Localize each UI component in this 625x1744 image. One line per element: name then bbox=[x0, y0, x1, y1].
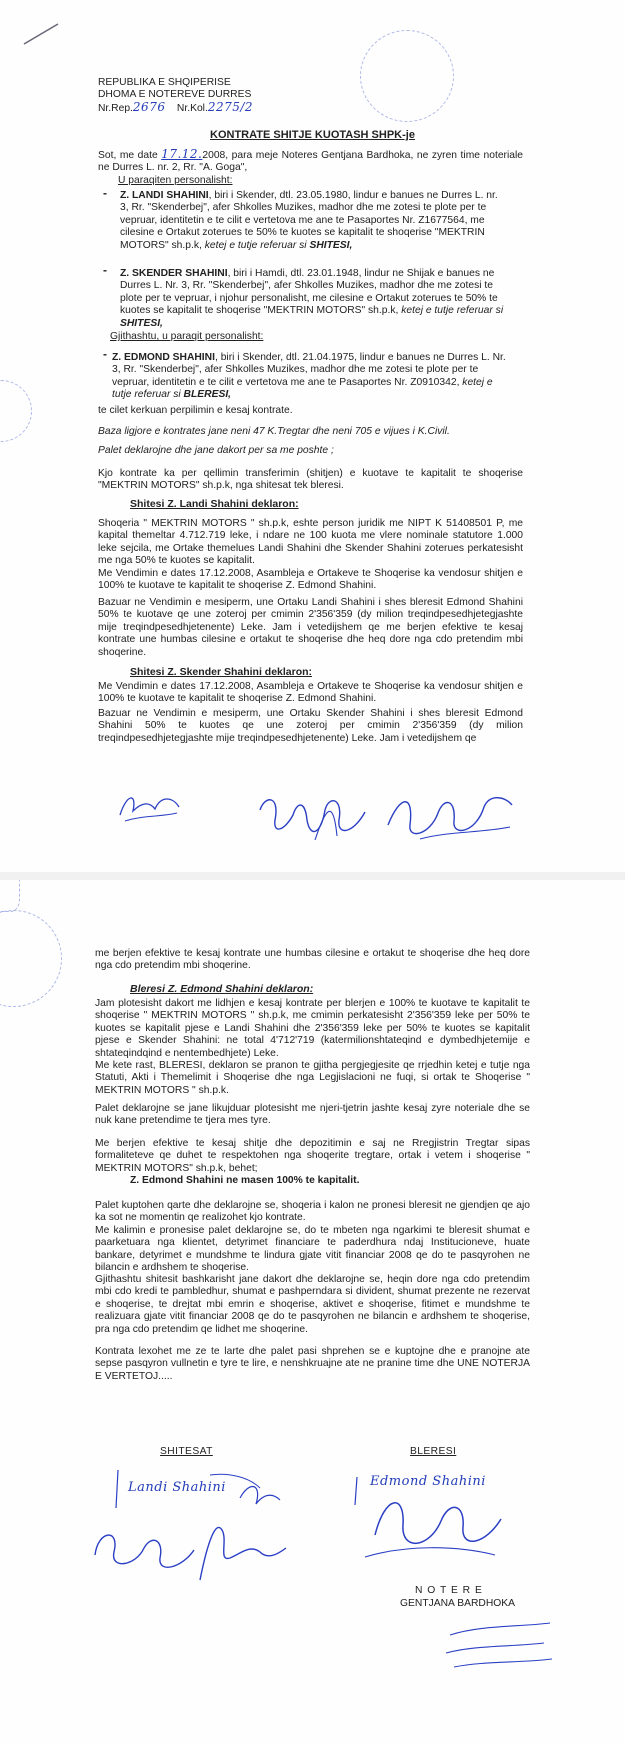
edmond-purchase-paragraph: Jam plotesisht dakort me lidhjen e kesaj kontrate per blerjen e 100% te kuotave te kapitalit te shoqerise " MEKTRIN MOTORS " sh.p.k, me cmimin perkatesisht 2'356'359 leke per 50% te kuotes se kapitalit pjese e Landi Shahini dhe 2'356'359 leke per 50% te kuotes se kapitalit pjese e Skender Shahini: ne total 4'712'719 (katermilionshtateqind e dymbedhjetemije e shtateqindqind e nentembedhjete) Leke. bbox=[95, 998, 530, 1059]
buyer-rights-paragraph: Me kete rast, BLERESI, deklaron se pranon te gjitha pergjegjesite qe rrjedhin ketej e tutje nga Statuti, Akti i Themelimit i Shoqerise dhe nga Legjislacioni ne fuqi, si ortak te Shoqerise " MEKTRIN MOTORS " sh.p.k. bbox=[95, 1060, 530, 1096]
initials-signature-1 bbox=[115, 785, 185, 830]
notary-seal-stamp-2 bbox=[0, 910, 62, 1007]
sole-owner-line: Z. Edmond Shahini ne masen 100% te kapitalit. bbox=[130, 1175, 360, 1186]
settlement-paragraph: Palet deklarojne se jane likujduar plotesisht me njeri-tjetrin jashte kesaj zyre noteriale dhe se nuk kane pretendime te tjera mes tyre. bbox=[95, 1103, 530, 1127]
edmond-handwritten-name: Edmond Shahini bbox=[370, 1474, 486, 1489]
rep-number: 2676 bbox=[132, 100, 166, 114]
skender-signature-p1 bbox=[255, 790, 375, 850]
also-intro: Gjithashtu, u paraqit personalisht: bbox=[110, 331, 264, 342]
party-landi: Z. LANDI SHAHINI, biri i Skender, dtl. 23.05.1980, lindur e banues ne Durres L. nr. 3, Rr. "Skenderbej", afer Shkolles Muzikes, madhor dhe me zotesi te plote per te vepruar, identitetin e te cilit e vertetova me ane te Pasaportes Nr. Z1677564, me cilesine e Ortakut zoterues te 50% te kuotes se kapitalit te shoqerise "MEKTRIN MOTORS" sh.p.k, ketej e tutje referuar si SHITESI, bbox=[120, 190, 498, 251]
document-header bbox=[98, 77, 348, 115]
notary-label: N O T E R E bbox=[415, 1585, 483, 1596]
contract-page-2 bbox=[0, 880, 625, 1744]
header-numbers: Nr.Rep.2676 Nr.Kol.2275/2 bbox=[98, 100, 254, 114]
skender-decision-paragraph: Me Vendimin e dates 17.12.2008, Asambleja e Ortakeve te Shoqerise ka vendosur shitjen e 100% te kuotave te kapitalit te shoqerise Z. Edmond Shahini. bbox=[98, 681, 523, 705]
section-title-skender: Shitesi Z. Skender Shahini deklaron: bbox=[130, 666, 313, 678]
request-paragraph: te cilet kerkuan perpilimin e kesaj kontrate. bbox=[98, 405, 293, 416]
parties-intro: U paraqiten personalisht: bbox=[118, 175, 233, 186]
kol-number: 2275/2 bbox=[207, 100, 254, 114]
register-paragraph: Me berjen efektive te kesaj shitje dhe depozitimin e saj ne Rregjistrin Tregtar sipas formaliteteve qe duhet te respektohen nga shoqerite tregtare, ortak i vetem i shoqerise " MEKTRIN MOTORS" sh.p.k, behet; bbox=[95, 1138, 530, 1174]
header-chamber: DHOMA E NOTEREVE DURRES bbox=[98, 89, 252, 100]
landi-decision-paragraph: Me Vendimin e dates 17.12.2008, Asambleja e Ortakeve te Shoqerise ka vendosur shitjen e 100% te kuotave te kapitalit te shoqerise Z. Edmond Shahini. bbox=[98, 568, 523, 592]
landi-handwritten-name: Landi Shahini bbox=[128, 1480, 226, 1495]
closing-paragraph: Kontrata lexohet me ze te larte dhe palet pasi shprehen se e kuptojne dhe e pranojne ate sepse pasqyron vullnetin e tyre te lire, e nenshkruajne ate ne pranine time dhe UNE NOTERJA E VERTETOJ..... bbox=[95, 1346, 530, 1382]
notary-signature bbox=[440, 1615, 560, 1675]
notary-seal-stamp bbox=[360, 30, 454, 122]
contract-date: 17.12. bbox=[161, 147, 203, 161]
bullet-dash: - bbox=[103, 263, 107, 277]
agreement-line: Palet deklarojne dhe jane dakort per sa me poshte ; bbox=[98, 445, 334, 456]
edge-stamp-2 bbox=[0, 880, 20, 912]
pen-mark-icon bbox=[22, 22, 62, 48]
bullet-dash: - bbox=[103, 347, 107, 361]
sellers-label: SHITESAT bbox=[160, 1446, 213, 1457]
liability-paragraph-2: Me kalimin e pronesise palet deklarojne se, do te mbeten nga ngarkimi te bleresit shumat e paarketuara nga klientet, detyrimet financiare te paderdhura ndaj Institucioneve, huate bankare, detyrimet e mundshme te lindura gjate vitit financiar 2008 qe do te pasqyrohen ne bilancin e ardhshem te shoqerise. bbox=[95, 1225, 530, 1274]
landi-company-paragraph: Shoqeria " MEKTRIN MOTORS " sh.p.k, eshte person juridik me NIPT K 51408501 P, me kapital themeltar 4.712.719 leke, i ndare ne 100 kuota me vlere nominale statutore 1.000 leke sejcila, me Ortake themelues Landi Shahini dhe Skender Shahini zoterues perkatesisht me nga 50% te kuotes se kapitalit. bbox=[98, 518, 523, 567]
section-title-landi: Shitesi Z. Landi Shahini deklaron: bbox=[130, 498, 299, 510]
header-republic: REPUBLIKA E SHQIPERISE bbox=[98, 77, 231, 88]
page-separator bbox=[0, 872, 625, 880]
section-title-edmond: Bleresi Z. Edmond Shahini deklaron: bbox=[130, 983, 314, 995]
skender-sale-paragraph: Bazuar ne Vendimin e mesiperm, une Ortaku Skender Shahini i shes bleresit Edmond Shahini 50% te kuotes qe une zoteroj per cmimin 2'356'359 (dy milion treqindpesedhjetegjashte mije treqindpesedhjetenente) Leke. Jam i vetedijshem qe bbox=[98, 708, 523, 744]
liability-paragraph-1: Palet kuptohen qarte dhe deklarojne se, shoqeria i kalon ne pronesi bleresit ne gjendjen qe ajo ka sot ne momentin qe realizohet kjo kontrate. bbox=[95, 1200, 530, 1224]
intro-paragraph: Sot, me date 17.12.2008, para meje Noteres Gentjana Bardhoka, ne zyren time noteriale ne Durres L. nr. 2, Rr. "A. Goga", bbox=[98, 147, 523, 174]
edmond-signature-p1 bbox=[380, 785, 520, 845]
notary-name: GENTJANA BARDHOKA bbox=[400, 1598, 516, 1609]
buyer-label: BLERESI bbox=[410, 1446, 457, 1457]
liability-paragraph-3: Gjithashtu shitesit bashkarisht jane dakort dhe deklarojne se, heqin dore nga cdo pretendim mbi cdo kredi te pambledhur, shumat e pashperndara si divident, shumat prezente ne rezervat e shoqerise, te drejtat mbi emrin e shoqerise, aktivet e shoqerise, fitimet e mundshme te realizuara gjate vitit financiar 2008 qe do te pasqyrohen ne bilancin e ardhshem te shoqerise, pra nga cdo pretendim qe lidhet me shoqerine. bbox=[95, 1274, 530, 1335]
party-skender: Z. SKENDER SHAHINI, biri i Hamdi, dtl. 23.01.1948, lindur ne Shijak e banues ne Durres L. Nr. 3, Rr. "Skenderbej", afer Shkolles Muzikes, madhor dhe me zotesi te plote per te vepruar, i njohur personalisht, me cilesine e Ortakut zoterues te 50% te kuotes se kapitalit te shoqerise "MEKTRIN MOTORS" sh.p.k, ketej e tutje referuar si SHITESI, bbox=[120, 268, 504, 329]
legal-basis: Baza ligjore e kontrates jane neni 47 K.Tregtar dhe neni 705 e vijues i K.Civil. bbox=[98, 426, 450, 437]
edge-stamp bbox=[0, 380, 32, 442]
landi-sale-paragraph: Bazuar ne Vendimin e mesiperm, une Ortaku Landi Shahini i shes bleresit Edmond Shahini 50% te kuotave qe une zoteroj per cmimin 2'356'359 (dy milion treqindpesedhjetegjashte mije treqindpesedhjetenente) Leke. Jam i vetedijshem qe me berjen efektive te kesaj kontrate une humbas cilesine e ortakut te shoqerise dhe heq dore nga cdo pretendim mbi shoqerine. bbox=[98, 597, 523, 658]
document-title: KONTRATE SHITJE KUOTASH SHPK-je bbox=[210, 129, 415, 141]
party-edmond: Z. EDMOND SHAHINI, biri i Skender, dtl. 21.04.1975, lindur e banues ne Durres L. Nr. 3, Rr. "Skenderbej", afer Shkolles Muzikes, madhor dhe me zotesi te plote per te vepruar, identitetin e te cilit e vertetova me ane te Pasaportes Nr. Z0910342, ketej e tutje referuar si BLERESI, bbox=[112, 352, 506, 401]
page2-continuation: me berjen efektive te kesaj kontrate une humbas cilesine e ortakut te shoqerise dhe heq dore nga cdo pretendim mbi shoqerine. bbox=[95, 948, 530, 972]
purpose-paragraph: Kjo kontrate ka per qellimin transferimin (shitjen) e kuotave te kapitalit te shoqerise "MEKTRIN MOTORS" sh.p.k, nga shitesat tek bleresi. bbox=[98, 468, 523, 492]
bullet-dash: - bbox=[103, 186, 107, 200]
